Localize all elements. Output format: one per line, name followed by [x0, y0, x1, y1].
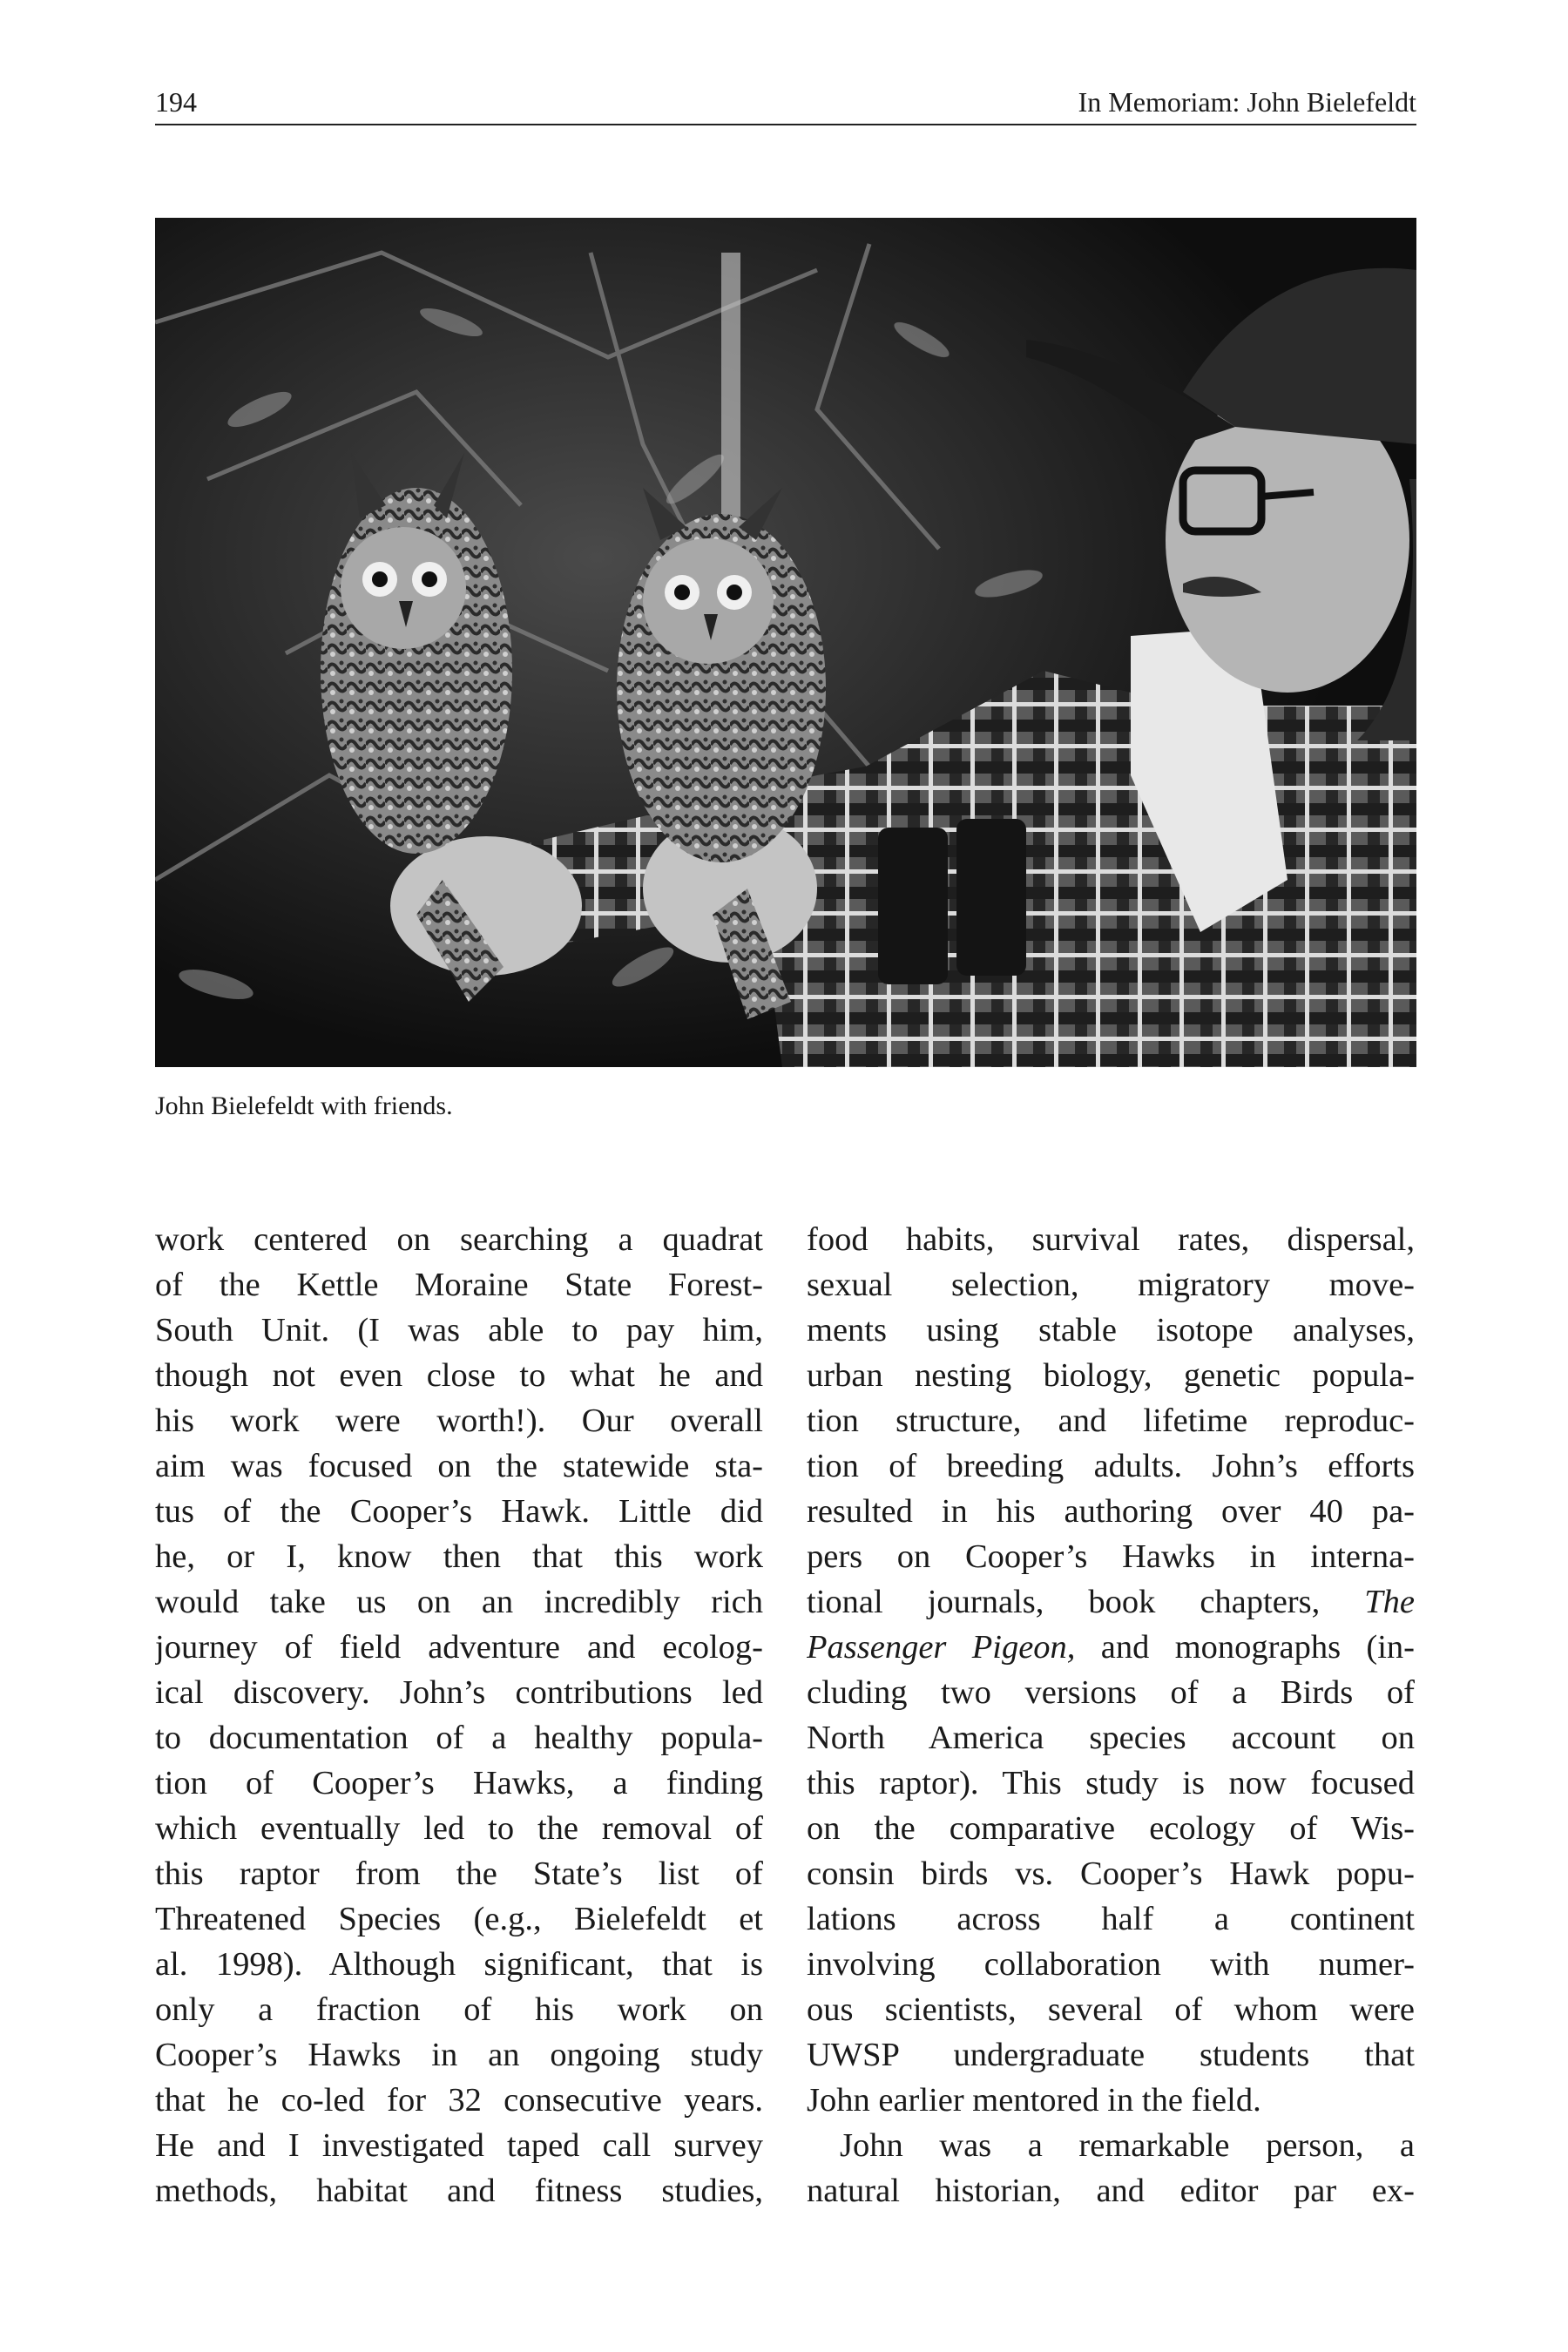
- text-line: tus of the Cooper’s Hawk. Little did: [155, 1493, 763, 1530]
- text-line: pers on Cooper’s Hawks in interna-: [807, 1538, 1415, 1575]
- text-line: ical discovery. John’s contributions led: [155, 1674, 763, 1711]
- text-line: aim was focused on the statewide sta-: [155, 1448, 763, 1484]
- text-line: tion structure, and lifetime reproduc-: [807, 1402, 1415, 1439]
- text-line: al. 1998). Although significant, that is: [155, 1946, 763, 1983]
- text-line: UWSP undergraduate students that: [807, 2037, 1415, 2073]
- journal-title-italic: The: [1364, 1584, 1415, 1620]
- text-line: only a fraction of his work on: [155, 1991, 763, 2028]
- text-line: work centered on searching a quadrat: [155, 1221, 763, 1258]
- text-line: which eventually led to the removal of: [155, 1810, 763, 1847]
- text-line: involving collaboration with numer-: [807, 1946, 1415, 1983]
- figure-caption: John Bielefeldt with friends.: [155, 1092, 453, 1120]
- text-line: [807, 1579, 1415, 1625]
- text-line: ments using stable isotope analyses,: [807, 1312, 1415, 1348]
- text-line: South Unit. (I was able to pay him,: [155, 1312, 763, 1348]
- text-line: to documentation of a healthy popula-: [155, 1720, 763, 1756]
- text-line: of the Kettle Moraine State Forest-: [155, 1267, 763, 1303]
- text-line: Threatened Species (e.g., Bielefeldt et: [155, 1901, 763, 1937]
- text-line: lations across half a continent: [807, 1901, 1415, 1937]
- text-line: methods, habitat and fitness studies,: [155, 2173, 763, 2209]
- text-line: that he co-led for 32 consecutive years.: [155, 2082, 763, 2119]
- text-line: urban nesting biology, genetic popula-: [807, 1357, 1415, 1394]
- text-line: tion of breeding adults. John’s efforts: [807, 1448, 1415, 1484]
- text-line: food habits, survival rates, dispersal,: [807, 1221, 1415, 1258]
- text-line: North America species account on: [807, 1720, 1415, 1756]
- text-line: sexual selection, migratory move-: [807, 1267, 1415, 1303]
- text-line: journey of field adventure and ecolog-: [155, 1629, 763, 1666]
- running-title: In Memoriam: John Bielefeldt: [1078, 86, 1416, 118]
- text-line: he, or I, know then that this work: [155, 1538, 763, 1575]
- right-column: [807, 1217, 1415, 2213]
- text-line: would take us on an incredibly rich: [155, 1584, 763, 1620]
- text-line: tion of Cooper’s Hawks, a finding: [155, 1765, 763, 1801]
- text-line: this raptor from the State’s list of: [155, 1855, 763, 1892]
- text-line: consin birds vs. Cooper’s Hawk popu-: [807, 1855, 1415, 1892]
- text-line: though not even close to what he and: [155, 1357, 763, 1394]
- text-line: John was a remarkable person, a: [840, 2127, 1415, 2164]
- text-line: natural historian, and editor par ex-: [807, 2173, 1415, 2209]
- text-line: [807, 1625, 1415, 1670]
- journal-title-italic: Passenger Pigeon,: [807, 1629, 1076, 1666]
- text-line: on the comparative ecology of Wis-: [807, 1810, 1415, 1847]
- text-line: his work were worth!). Our overall: [155, 1402, 763, 1439]
- text-segment: tional journals, book chapters,: [807, 1584, 1321, 1620]
- left-column: [155, 1217, 763, 2213]
- text-line: Cooper’s Hawks in an ongoing study: [155, 2037, 763, 2073]
- text-line: this raptor). This study is now focused: [807, 1765, 1415, 1801]
- running-header: [155, 80, 1416, 125]
- text-line: cluding two versions of a Birds of: [807, 1674, 1415, 1711]
- photograph: [155, 218, 1416, 1067]
- text-line: ous scientists, several of whom were: [807, 1991, 1415, 2028]
- text-line: resulted in his authoring over 40 pa-: [807, 1493, 1415, 1530]
- text-line: John earlier mentored in the field.: [807, 2082, 1261, 2119]
- text-line: He and I investigated taped call survey: [155, 2127, 763, 2164]
- text-segment: and monographs (in-: [1100, 1629, 1415, 1666]
- photo-illustration: [155, 218, 1416, 1067]
- page-number: 194: [155, 86, 197, 118]
